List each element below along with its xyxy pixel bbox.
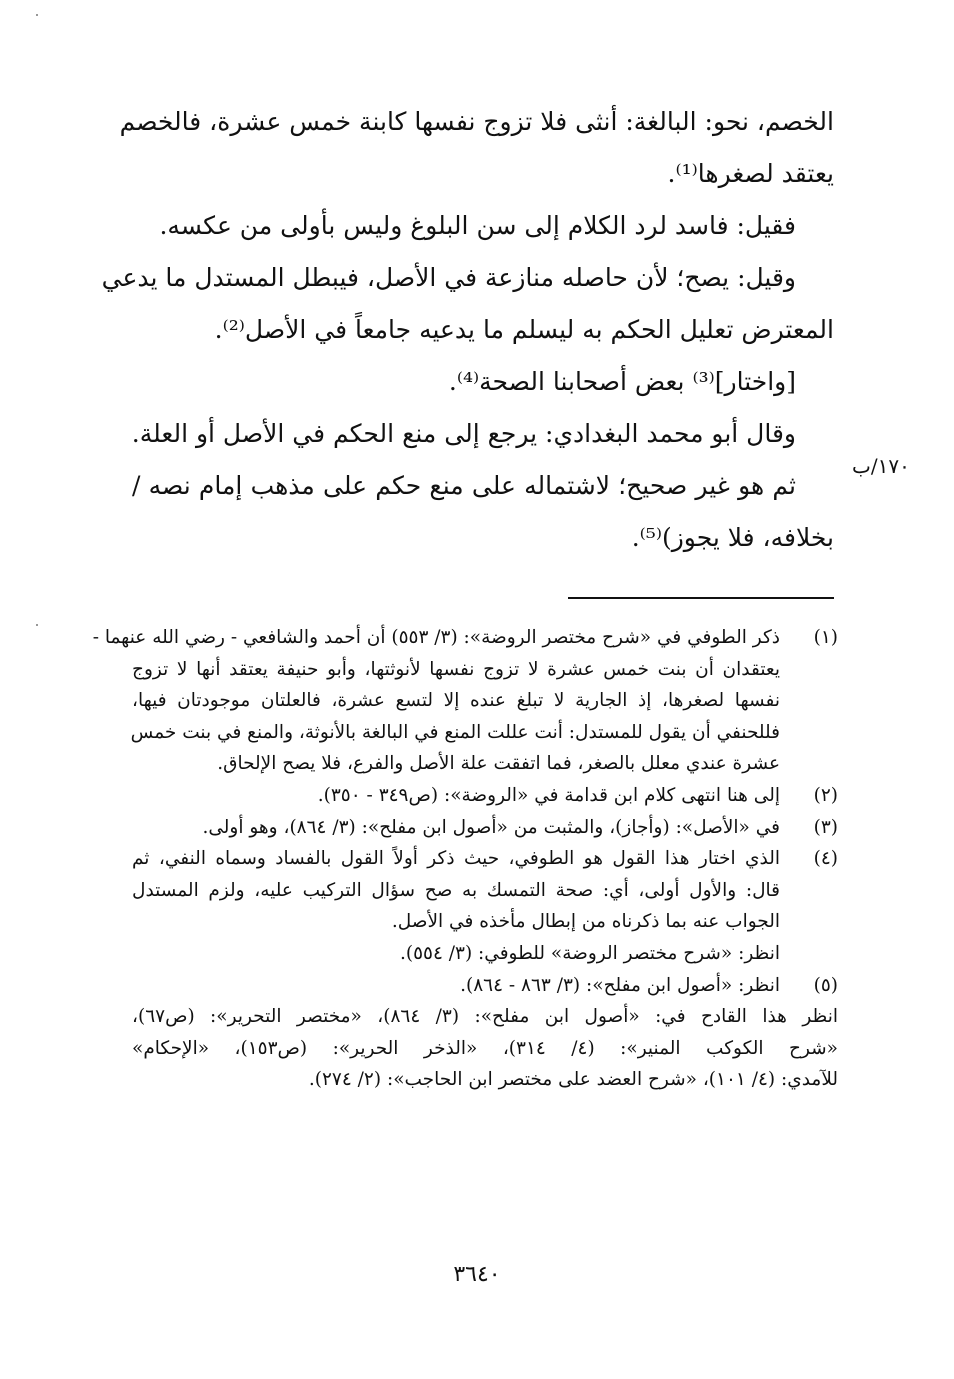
footnote-line: [132, 970, 838, 1002]
footnote-text: «شرح الكوكب المنير»: (٤/ ٣١٤)، «الذخر الحرير»: (ص١٥٣)، «الإحكام»: [132, 1037, 839, 1059]
footnote-text: الذي اختار هذا القول هو الطوفي، حيث ذكر أولاً القول بالفساد وسماه النفي، ثم: [132, 848, 780, 870]
footnote-line: [132, 780, 838, 812]
footnote-text: انظر: «شرح مختصر الروضة» للطوفي: (٣/ ٥٥٤).: [399, 942, 780, 964]
main-text: [101, 96, 834, 564]
footnote-number: (٤): [813, 848, 838, 870]
footnote-line: [132, 717, 838, 749]
footnote-number: (٣): [813, 816, 838, 838]
footnote-line: [132, 1033, 838, 1065]
footnote-text: نفسها لصغرها، إذ الجارية لا تبلغ عنده إلا لتسع عشرة، فالعلتان موجودتان فيها،: [132, 690, 780, 712]
footnote-number: (٢): [813, 784, 838, 806]
footnote-text: فللحنفي أن يقول للمستدل: أنت عللت المنع في البالغة بالأنوثة، والمنع في بنت خمس: [130, 721, 780, 743]
footnote-line: [132, 812, 838, 844]
footnote-text: يعتقدان أن بنت خمس عشرة لا تزوج نفسها لأنوثتها، وأبو حنيفة يعتقد أنها لا تزوج: [132, 658, 780, 680]
footnote-number: (٥): [813, 974, 838, 996]
footnote-text: قال: والأول أولى، أي: صحة التمسك به صح سؤال التركيب عليه، ولزم المستدل: [132, 879, 780, 901]
main-line-5: المعترض تعليل الحكم به ليسلم ما يدعيه جامعاً في الأصل⁽²⁾.: [214, 315, 834, 344]
footnote-line: [132, 875, 838, 907]
main-line-9: بخلافه، فلا يجوز)⁽⁵⁾.: [631, 523, 834, 552]
main-line-1: الخصم، نحو: البالغة: أنثى فلا تزوج نفسها كابنة خمس عشرة، فالخصم: [119, 107, 834, 136]
footnote-line: [132, 654, 838, 686]
main-line-3: فقيل: فاسد لرد الكلام إلى سن البلوغ وليس بأولى من عكسه.: [159, 211, 796, 240]
page-number: ٣٦٤٠: [453, 1262, 501, 1287]
footnote-number: (١): [813, 627, 838, 648]
footnote-line: [132, 906, 838, 938]
footnote-text: ذكر الطوفي في «شرح مختصر الروضة»: (٣/ ٥٥٣) أن أحمد والشافعي - رضي الله عنهما -: [92, 627, 780, 648]
footnote-text: عشرة عندي معلل بالصغر، فما اتفقت علة الأصل والفرع، فلا يصح الإلحاق.: [217, 753, 780, 775]
footnote-separator: [568, 597, 834, 599]
footnote-line: [132, 1064, 838, 1096]
footnotes: [92, 622, 839, 1096]
footnote-text: إلى هنا انتهى كلام ابن قدامة في «الروضة»: (ص٣٤٩ - ٣٥٠).: [317, 784, 780, 806]
footnote-line: [92, 622, 838, 654]
main-line-4: وقيل: يصح؛ لأن حاصله منازعة في الأصل، فيبطل المستدل ما يدعي: [101, 263, 796, 292]
scan-speck: [36, 14, 38, 16]
footnote-line: [132, 1001, 838, 1033]
footnote-text: انظر: «أصول ابن مفلح»: (٣/ ٨٦٣ - ٨٦٤).: [460, 974, 780, 996]
footnote-line: [132, 685, 838, 717]
scan-speck: [36, 624, 38, 626]
main-line-7: وقال أبو محمد البغدادي: يرجع إلى منع الحكم في الأصل أو العلة.: [131, 419, 796, 448]
footnote-text: الجواب عنه بما ذكرناه من إبطال مأخذه في الأصل.: [391, 911, 780, 933]
main-line-6: [واختار]⁽³⁾ بعض أصحابنا الصحة⁽⁴⁾.: [448, 367, 796, 396]
main-line-2: يعتقد لصغرها⁽¹⁾.: [667, 159, 834, 188]
footnote-text: انظر هذا القادح في: «أصول ابن مفلح»: (٣/ ٨٦٤)، «مختصر التحرير»: (ص٦٧)،: [132, 1006, 838, 1028]
folio-margin-note: ١٧٠/ب: [852, 454, 910, 478]
footnote-text: للآمدي: (٤/ ١٠١)، «شرح العضد على مختصر ابن الحاجب»: (٢/ ٢٧٤).: [308, 1069, 838, 1091]
main-line-8: ثم هو غير صحيح؛ لاشتماله على منع حكم على مذهب إمام نصه /: [132, 471, 796, 500]
footnote-text: في «الأصل»: (وأجاز)، والمثبت من «أصول ابن مفلح»: (٣/ ٨٦٤)، وهو أولى.: [202, 816, 780, 838]
footnote-line: [132, 843, 838, 875]
footnote-line: [132, 938, 838, 970]
footnote-line: [132, 748, 838, 780]
